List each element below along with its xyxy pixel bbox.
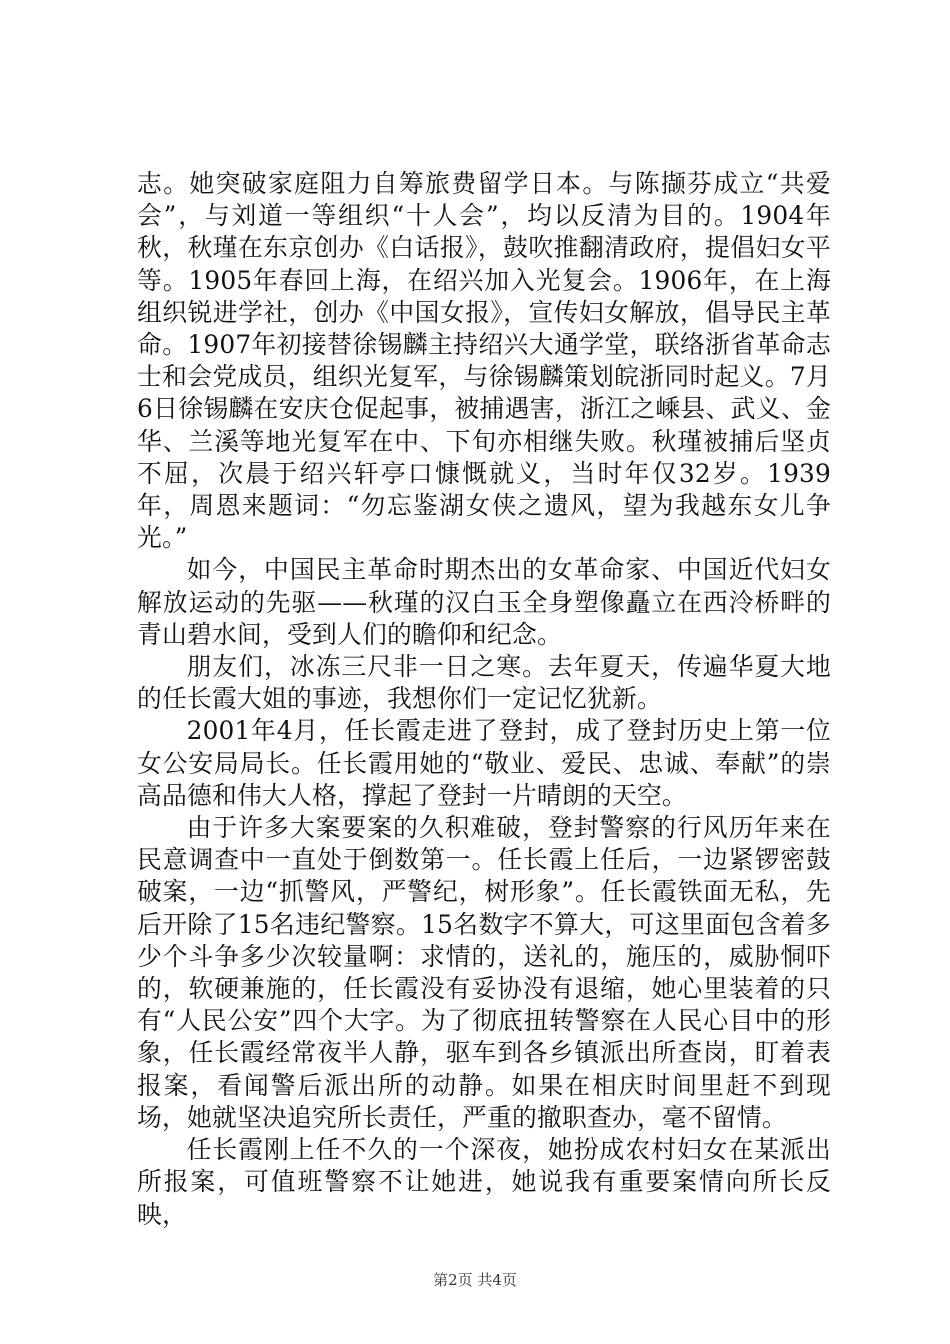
document-body — [137, 168, 831, 1231]
page-number-footer: 第2页 共4页 — [433, 1271, 517, 1289]
paragraph-6: 任长霞刚上任不久的一个深夜，她扮成农村妇女在某派出所报案，可值班警察不让她进，她说我有重要案情向所长反映， — [137, 1135, 831, 1229]
paragraph-2: 如今，中国民主革命时期杰出的女革命家、中国近代妇女解放运动的先驱——秋瑾的汉白玉全身塑像矗立在西泠桥畔的青山碧水间，受到人们的瞻仰和纪念。 — [137, 555, 831, 649]
paragraph-4: 2001年4月，任长霞走进了登封，成了登封历史上第一位女公安局局长。任长霞用她的“敬业、爱民、忠诚、奉献”的崇高品德和伟大人格，撑起了登封一片晴朗的天空。 — [137, 716, 831, 810]
paragraph-5: 由于许多大案要案的久积难破，登封警察的行风历年来在民意调查中一直处于倒数第一。任长霞上任后，一边紧锣密鼓破案，一边“抓警风，严警纪，树形象”。任长霞铁面无私，先后开除了15名违纪警察。15名数字不算大，可这里面包含着多少个斗争多少次较量啊：求情的，送礼的，施压的，威胁恫吓的，软硬兼施的，任长霞没有妥协没有退缩，她心里装着的只有“人民公安”四个大字。为了彻底扭转警察在人民心目中的形象，任长霞经常夜半人静，驱车到各乡镇派出所查岗，盯着表报案，看闻警后派出所的动静。如果在相庆时间里赶不到现场，她就坚决追究所长责任，严重的撤职查办，毫不留情。 — [137, 813, 831, 1132]
paragraph-1: 志。她突破家庭阻力自筹旅费留学日本。与陈撷芬成立“共爱会”，与刘道一等组织“十人会”，均以反清为目的。1904年秋，秋瑾在东京创办《白话报》，鼓吹推翻清政府，提倡妇女平等。1905年春回上海，在绍兴加入光复会。1906年，在上海组织锐进学社，创办《中国女报》，宣传妇女解放，倡导民主革命。1907年初接替徐锡麟主持绍兴大通学堂，联络浙省革命志士和会党成员，组织光复军，与徐锡麟策划皖浙同时起义。7月6日徐锡麟在安庆仓促起事，被捕遇害，浙江之嵊县、武义、金华、兰溪等地光复军在中、下旬亦相继失败。秋瑾被捕后坚贞不屈，次晨于绍兴轩亭口慷慨就义，当时年仅32岁。1939年，周恩来题词：“勿忘鉴湖女侠之遗风，望为我越东女儿争光。” — [137, 169, 831, 553]
paragraph-3: 朋友们，冰冻三尺非一日之寒。去年夏天，传遍华夏大地的任长霞大姐的事迹，我想你们一定记忆犹新。 — [137, 652, 831, 714]
